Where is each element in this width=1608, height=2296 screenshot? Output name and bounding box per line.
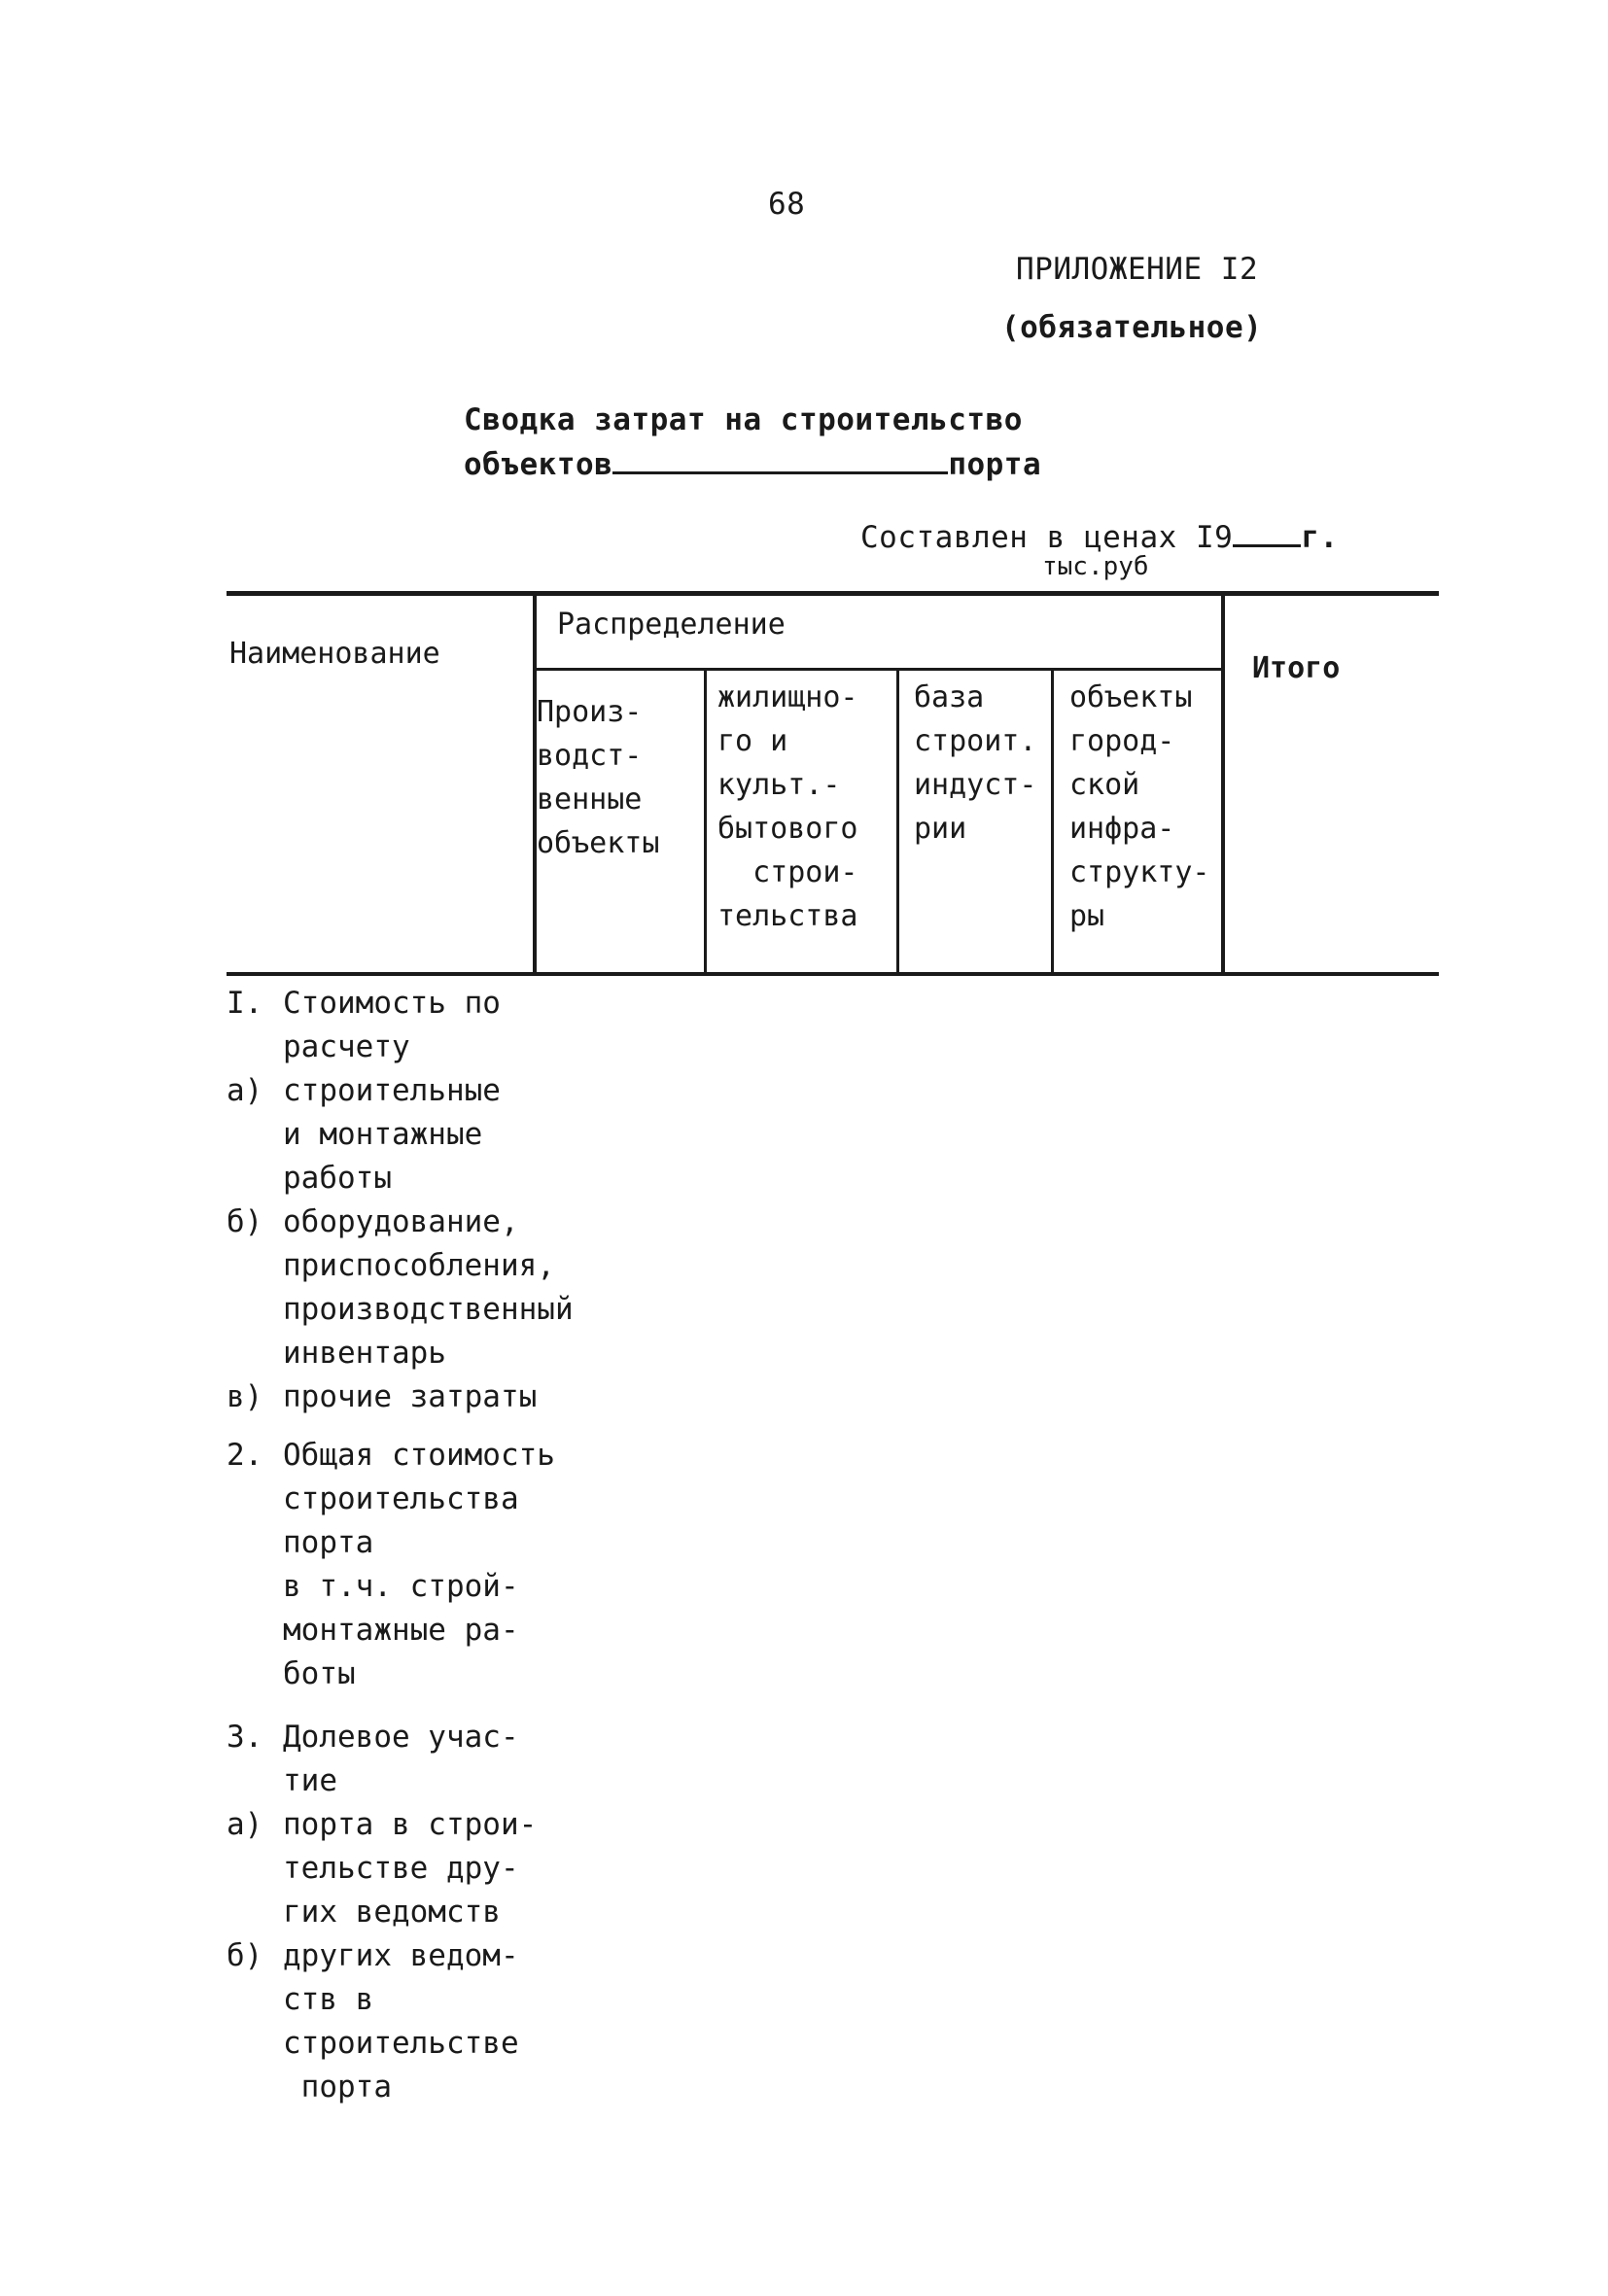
appendix-label: ПРИЛОЖЕНИЕ I2: [1016, 252, 1259, 287]
table-header-bottom-rule: [227, 972, 1439, 976]
row-marker: а): [227, 1073, 263, 1108]
subheader-city-infrastructure: объекты город- ской инфра- структу- ры: [1069, 680, 1210, 933]
document-title-line1: Сводка затрат на строительство: [464, 402, 1023, 437]
row-label: Стоимость по расчету: [283, 986, 501, 1064]
row-label: оборудование, приспособления, производственный инвентарь: [283, 1204, 574, 1371]
row-marker: б): [227, 1938, 263, 1973]
row-marker: 3.: [227, 1720, 263, 1755]
row-marker: в): [227, 1379, 263, 1414]
row-marker: а): [227, 1807, 263, 1842]
title-prefix: объектов: [464, 447, 613, 482]
year-blank-line: [1233, 515, 1301, 547]
row-marker: 2.: [227, 1438, 263, 1473]
blank-fill-line: [612, 442, 948, 474]
col-divider-5: [1221, 595, 1225, 974]
title-suffix: порта: [948, 447, 1042, 482]
col-divider-4: [1051, 669, 1054, 974]
row-label: строительные и монтажные работы: [283, 1073, 501, 1196]
col-divider-2: [704, 669, 707, 974]
row-label: других ведом- ств в строительстве порта: [283, 1938, 519, 2105]
distribution-subrule: [535, 668, 1223, 671]
page-number: 68: [768, 187, 806, 222]
subheader-housing: жилищно- го и культ.- бытового строи- тельства: [717, 680, 858, 933]
row-label: порта в строи- тельстве дру- гих ведомств: [283, 1807, 538, 1930]
row-label: прочие затраты: [283, 1379, 538, 1414]
prices-note-suffix: г.: [1301, 520, 1339, 555]
subheader-production: Произ- водст- венные объекты: [537, 695, 660, 860]
document-title-line2: [464, 442, 1041, 487]
header-name: Наименование: [229, 637, 440, 671]
col-divider-3: [896, 669, 899, 974]
header-distribution: Распределение: [557, 608, 786, 642]
appendix-status: (обязательное): [1001, 310, 1263, 345]
unit-label: тыс.руб: [1042, 552, 1149, 581]
header-total: Итого: [1252, 651, 1341, 685]
subheader-construction-base: база строит. индуст- рии: [914, 680, 1037, 846]
row-marker: б): [227, 1204, 263, 1239]
row-label: Долевое учас- тие: [283, 1720, 519, 1798]
prices-note-prefix: Составлен в ценах I9: [860, 520, 1234, 555]
table-top-rule: [227, 591, 1439, 596]
row-label: Общая стоимость строительства порта в т.ч. строй- монтажные ра- боты: [283, 1438, 555, 1691]
row-marker: I.: [227, 986, 263, 1021]
